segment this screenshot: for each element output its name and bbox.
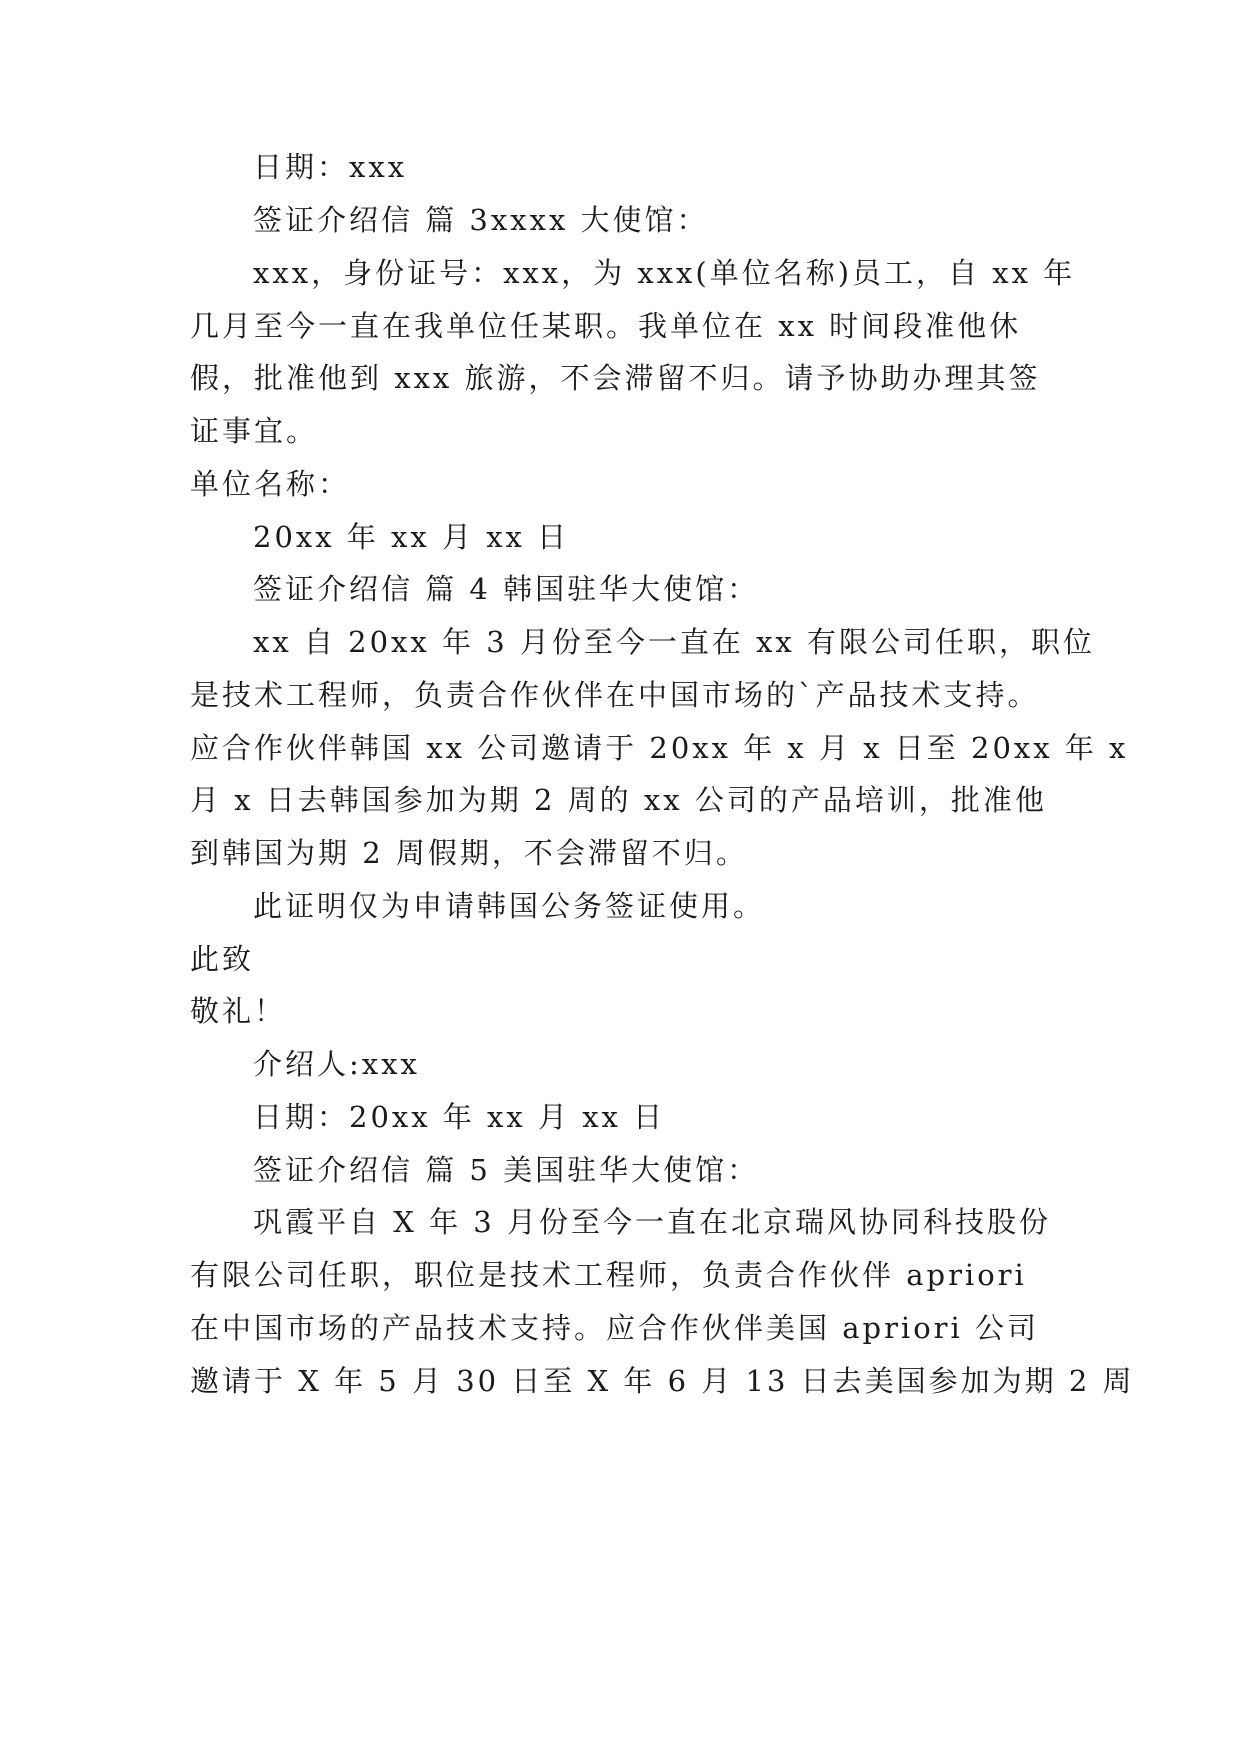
date-line-3: 日期：20xx 年 xx 月 xx 日 <box>253 1100 666 1134</box>
introducer-line: 介绍人:xxx <box>253 1047 420 1081</box>
paragraph-line: 巩霞平自 X 年 3 月份至今一直在北京瑞风协同科技股份 <box>253 1205 1051 1239</box>
paragraph-line: 月 x 日去韩国参加为期 2 周的 xx 公司的产品培训，批准他 <box>190 783 1047 817</box>
paragraph-line: 邀请于 X 年 5 月 30 日至 X 年 6 月 13 日去美国参加为期 2 周 <box>190 1364 1135 1398</box>
paragraph-line: 假，批准他到 xxx 旅游，不会滞留不归。请予协助办理其签 <box>190 361 1041 395</box>
paragraph-line: 到韩国为期 2 周假期，不会滞留不归。 <box>190 836 748 870</box>
paragraph-line: 证事宜。 <box>190 414 319 448</box>
organization-name-label: 单位名称： <box>190 467 351 501</box>
date-line-1: 日期：xxx <box>253 150 408 184</box>
paragraph-line: xxx，身份证号：xxx，为 xxx(单位名称)员工，自 xx 年 <box>253 256 1076 290</box>
paragraph-line: xx 自 20xx 年 3 月份至今一直在 xx 有限公司任职，职位 <box>253 625 1096 659</box>
paragraph-line: 应合作伙伴韩国 xx 公司邀请于 20xx 年 x 月 x 日至 20xx 年 x <box>190 731 1129 765</box>
paragraph-line: 是技术工程师，负责合作伙伴在中国市场的`产品技术支持。 <box>190 678 1040 712</box>
closing-regards: 敬礼！ <box>190 994 287 1028</box>
letter-3-heading: 签证介绍信 篇 3xxxx 大使馆： <box>253 203 709 237</box>
closing-salutation: 此致 <box>190 942 255 976</box>
certification-note: 此证明仅为申请韩国公务签证使用。 <box>253 889 766 923</box>
letter-4-heading: 签证介绍信 篇 4 韩国驻华大使馆： <box>253 572 760 606</box>
letter-5-heading: 签证介绍信 篇 5 美国驻华大使馆： <box>253 1153 760 1187</box>
paragraph-line: 在中国市场的产品技术支持。应合作伙伴美国 apriori 公司 <box>190 1311 1040 1345</box>
paragraph-line: 几月至今一直在我单位任某职。我单位在 xx 时间段准他休 <box>190 309 1022 343</box>
paragraph-line: 有限公司任职，职位是技术工程师，负责合作伙伴 apriori <box>190 1258 1027 1292</box>
date-line-2: 20xx 年 xx 月 xx 日 <box>253 520 570 554</box>
